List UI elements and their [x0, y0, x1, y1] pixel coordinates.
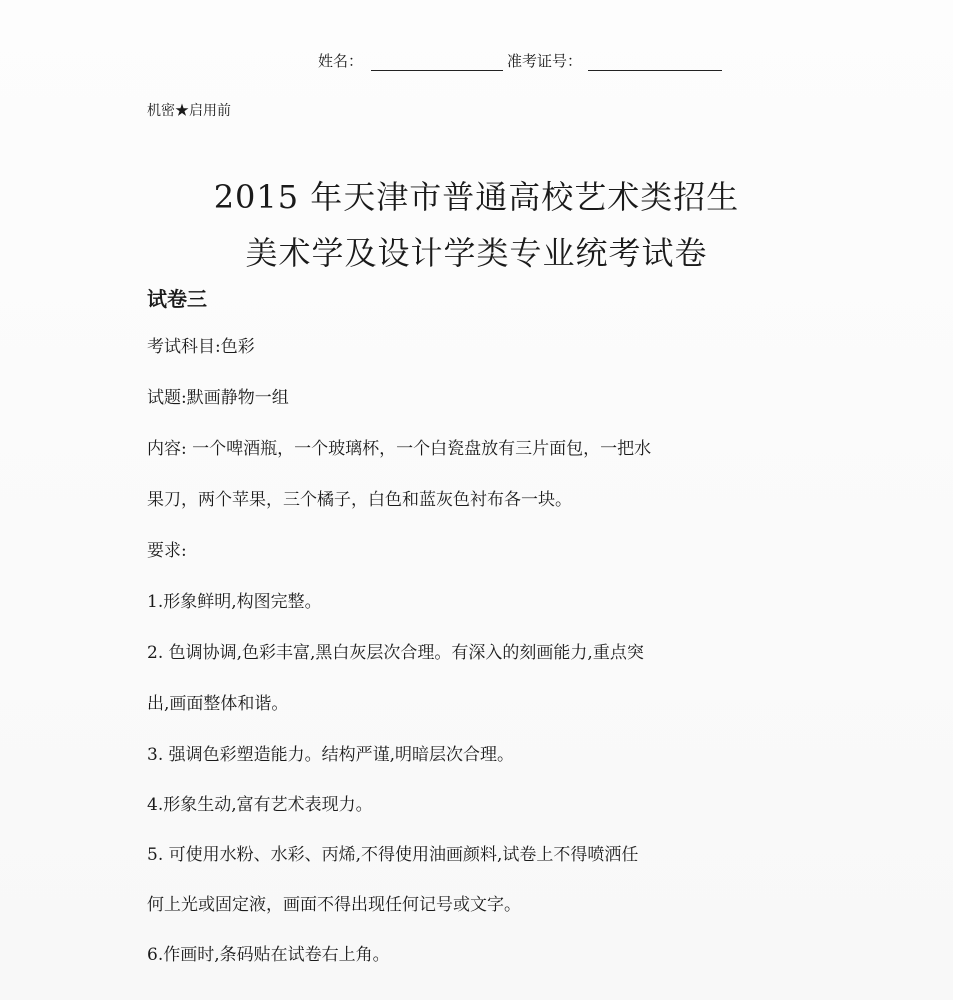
exam-id-blank-line — [588, 56, 722, 71]
requirements-label: 要求: — [147, 541, 187, 561]
requirement-4: 4.形象生动,富有艺术表现力。 — [147, 795, 373, 815]
exam-subject: 考试科目:色彩 — [147, 337, 255, 357]
requirement-2-line-1: 2. 色调协调,色彩丰富,黑白灰层次合理。有深入的刻画能力,重点突 — [147, 643, 644, 663]
requirement-5-line-2: 何上光或固定液，画面不得出现任何记号或文字。 — [147, 895, 521, 915]
candidate-info-line — [318, 50, 722, 71]
requirement-2-line-2: 出,画面整体和谐。 — [147, 694, 289, 714]
name-label: 姓名： — [318, 52, 364, 70]
exam-topic: 试题:默画静物一组 — [147, 388, 289, 408]
exam-title-line-1: 2015 年天津市普通高校艺术类招生 — [213, 178, 740, 216]
exam-id-label: 准考证号： — [507, 52, 583, 70]
requirement-1: 1.形象鲜明,构图完整。 — [147, 592, 322, 612]
name-blank-line — [371, 56, 503, 71]
confidential-mark: 机密★启用前 — [147, 103, 231, 119]
requirement-5-line-1: 5. 可使用水粉、水彩、丙烯,不得使用油画颜料,试卷上不得喷洒任 — [147, 845, 639, 865]
content-line-1: 内容: 一个啤酒瓶，一个玻璃杯，一个白瓷盘放有三片面包，一把水 — [147, 439, 652, 459]
requirement-3: 3. 强调色彩塑造能力。结构严谨,明暗层次合理。 — [147, 745, 515, 765]
exam-title-line-2: 美术学及设计学类专业统考试卷 — [245, 234, 708, 272]
content-line-2: 果刀，两个苹果，三个橘子，白色和蓝灰色衬布各一块。 — [147, 490, 572, 510]
requirement-6: 6.作画时,条码贴在试卷右上角。 — [147, 945, 390, 965]
paper-number: 试卷三 — [147, 287, 207, 311]
